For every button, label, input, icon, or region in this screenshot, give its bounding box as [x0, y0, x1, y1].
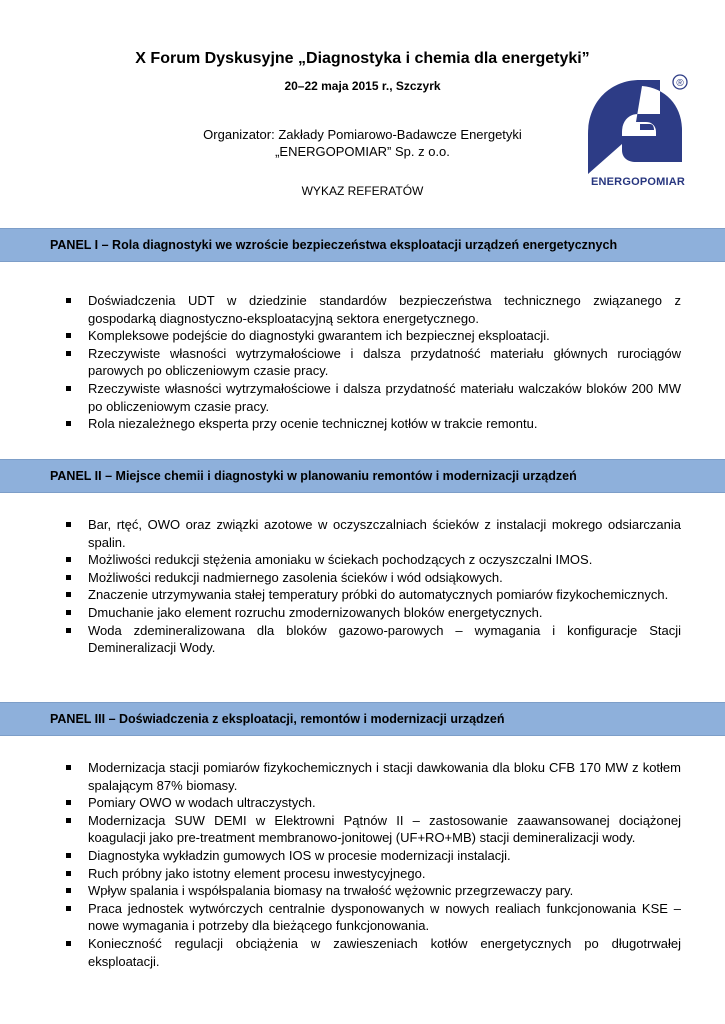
panel-3-list — [62, 759, 681, 970]
list-item: Doświadczenia UDT w dziedzinie standardów bezpieczeństwa technicznego związanego z gospodarką diagnostyczno-eksploatacyjną sektora energetycznego. — [62, 292, 681, 327]
list-item: Znaczenie utrzymywania stałej temperatury próbki do automatycznych pomiarów fizykochemicznych. — [62, 586, 681, 604]
panel-1-list — [62, 292, 681, 433]
list-item: Diagnostyka wykładzin gumowych IOS w procesie modernizacji instalacji. — [62, 847, 681, 865]
registered-mark: ® — [676, 78, 684, 89]
list-item: Rzeczywiste własności wytrzymałościowe i dalsza przydatność materiału głównych rurociągów parowych po obliczeniowym czasie pracy. — [62, 345, 681, 380]
list-item: Modernizacja SUW DEMI w Elektrowni Pątnów II – zastosowanie zaawansowanej dociążonej koagulacji jako pre-treatment membranowo-jonitowej (UF+RO+MB) stacji demineralizacji wody. — [62, 812, 681, 847]
e-logo-icon — [582, 72, 694, 176]
list-item: Ruch próbny jako istotny element procesu inwestycyjnego. — [62, 865, 681, 883]
list-item: Konieczność regulacji obciążenia w zawieszeniach kotłów energetycznych po długotrwałej eksploatacji. — [62, 935, 681, 970]
page-title: X Forum Dyskusyjne „Diagnostyka i chemia dla energetyki” — [135, 50, 590, 67]
list-item: Bar, rtęć, OWO oraz związki azotowe w oczyszczalniach ścieków z instalacji mokrego odsiarczania spalin. — [62, 516, 681, 551]
panel-3-header — [0, 702, 725, 736]
organizer-line-1: Organizator: Zakłady Pomiarowo-Badawcze Energetyki — [203, 127, 522, 142]
panel-3-title: PANEL III – Doświadczenia z eksploatacji, remontów i modernizacji urządzeń — [50, 712, 505, 726]
list-item: Dmuchanie jako element rozruchu zmodernizowanych bloków energetycznych. — [62, 604, 681, 622]
panel-2-header — [0, 459, 725, 493]
list-item: Kompleksowe podejście do diagnostyki gwarantem ich bezpiecznej eksploatacji. — [62, 327, 681, 345]
list-item: Możliwości redukcji nadmiernego zasolenia ścieków i wód odsiąkowych. — [62, 569, 681, 587]
panel-1-title: PANEL I – Rola diagnostyki we wzroście bezpieczeństwa eksploatacji urządzeń energetycznych — [50, 238, 618, 252]
list-item: Pomiary OWO w wodach ultraczystych. — [62, 794, 681, 812]
panel-2-title: PANEL II – Miejsce chemii i diagnostyki w planowaniu remontów i modernizacji urządzeń — [50, 469, 577, 483]
logo-text: ENERGOPOMIAR — [590, 176, 686, 188]
list-item: Możliwości redukcji stężenia amoniaku w ściekach pochodzących z oczyszczalni IMOS. — [62, 551, 681, 569]
panel-2-list — [62, 516, 681, 657]
energopomiar-logo — [582, 72, 694, 194]
list-item: Praca jednostek wytwórczych centralnie dysponowanych w nowych realiach funkcjonowania KSE – nowe wymagania i potrzeby dla bieżącego funkcjonowania. — [62, 900, 681, 935]
panel-1-header — [0, 228, 725, 262]
list-item: Modernizacja stacji pomiarów fizykochemicznych i stacji dawkowania dla bloku CFB 170 MW z kotłem spalającym 87% biomasy. — [62, 759, 681, 794]
organizer-line-2: „ENERGOPOMIAR” Sp. z o.o. — [275, 144, 450, 159]
event-dates: 20–22 maja 2015 r., Szczyrk — [284, 79, 441, 93]
list-item: Rzeczywiste własności wytrzymałościowe i dalsza przydatność materiału walczaków bloków 200 MW po obliczeniowym czasie pracy. — [62, 380, 681, 415]
list-item: Woda zdemineralizowana dla bloków gazowo-parowych – wymagania i konfiguracje Stacji Demineralizacji Wody. — [62, 622, 681, 657]
list-title: WYKAZ REFERATÓW — [301, 184, 424, 198]
list-item: Rola niezależnego eksperta przy ocenie technicznej kotłów w trakcie remontu. — [62, 415, 681, 433]
list-item: Wpływ spalania i współspalania biomasy na trwałość wężownic przegrzewaczy pary. — [62, 882, 681, 900]
